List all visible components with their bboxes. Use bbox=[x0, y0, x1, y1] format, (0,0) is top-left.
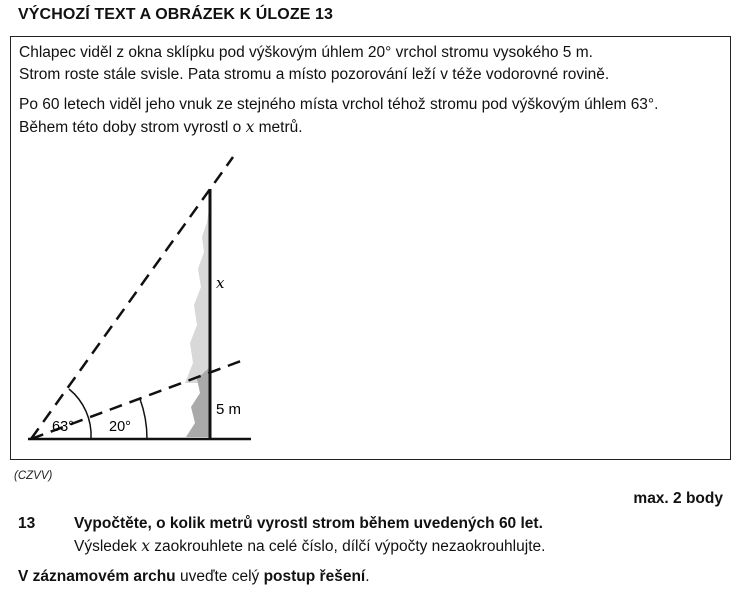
task-question: Vypočtěte, o kolik metrů vyrostl strom během uvedených 60 let. bbox=[74, 515, 543, 532]
note-mid: uveďte celý bbox=[175, 568, 264, 585]
intro-variable-x: x bbox=[245, 118, 255, 136]
growth-label-x: x bbox=[216, 274, 225, 292]
height-label-5m: 5 m bbox=[216, 401, 242, 418]
note-bold-1: V záznamovém archu bbox=[18, 568, 176, 585]
max-points: max. 2 body bbox=[633, 490, 723, 507]
intro-line-3: Po 60 letech viděl jeho vnuk ze stejného místa vrchol téhož stromu pod výškovým úhlem 63°. bbox=[19, 96, 659, 113]
source-text-box bbox=[10, 36, 731, 460]
angle-label-20: 20° bbox=[109, 419, 131, 435]
tree-angle-figure bbox=[11, 37, 729, 458]
intro-line-2: Strom roste stále svisle. Pata stromu a místo pozorování leží v téže vodorovné rovině. bbox=[19, 66, 610, 83]
task-instruction-after: zaokrouhlete na celé číslo, dílčí výpočty nezaokrouhlujte. bbox=[149, 538, 546, 555]
note-end: . bbox=[365, 568, 370, 585]
source-credit: (CZVV) bbox=[14, 470, 53, 482]
task-instruction-before: Výsledek bbox=[74, 538, 142, 555]
task-variable-x: x bbox=[141, 537, 150, 555]
angle-label-63: 63° bbox=[52, 419, 74, 435]
intro-line-4-before: Během této doby strom vyrostl o bbox=[19, 119, 246, 136]
note-bold-2: postup řešení bbox=[263, 568, 366, 585]
intro-line-4-after: metrů. bbox=[254, 119, 303, 136]
section-heading: VÝCHOZÍ TEXT A OBRÁZEK K ÚLOZE 13 bbox=[18, 6, 334, 23]
answer-sheet-note bbox=[18, 568, 370, 586]
angle-arc-20 bbox=[140, 399, 147, 439]
tree-silhouette-upper bbox=[185, 202, 210, 383]
intro-line-1: Chlapec viděl z okna sklípku pod výškovým úhlem 20° vrchol stromu vysokého 5 m. bbox=[19, 44, 593, 61]
task-instruction bbox=[74, 537, 545, 556]
task-number: 13 bbox=[18, 515, 36, 532]
